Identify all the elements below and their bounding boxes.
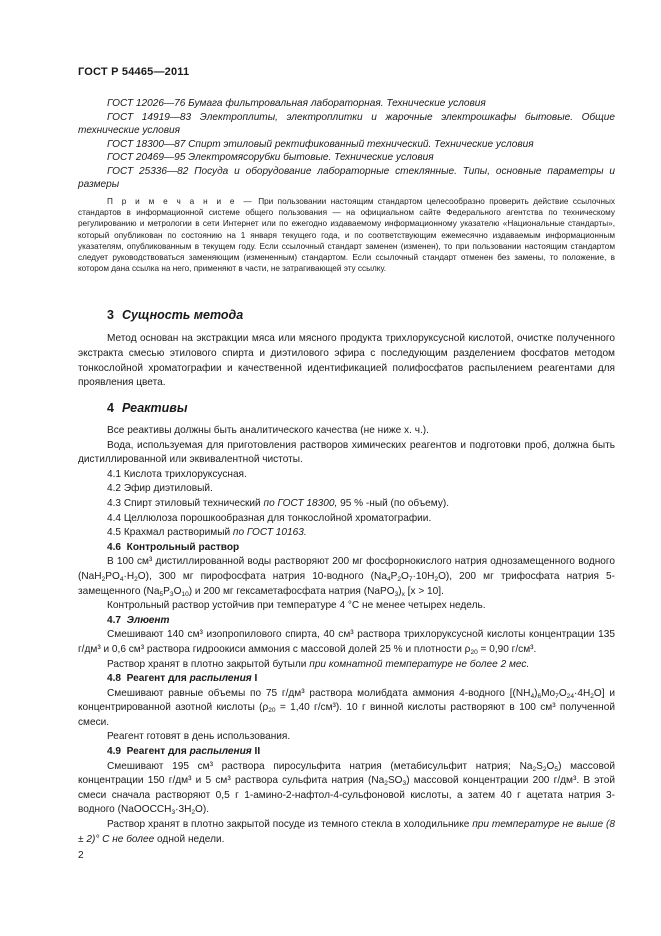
page-header: ГОСТ Р 54465—2011 bbox=[78, 66, 190, 78]
paragraph: Реагент готовят в день использования. bbox=[107, 731, 291, 743]
section-title: Реактивы bbox=[121, 401, 188, 415]
paragraph: Метод основан на экстракции мяса или мясного продукта трихлоруксусной кислотой, очистке полученного экстракта смесью этилового спирта и диэтилового эфира с последующим разделением фосфатов методом тонкослойной хроматографии и качественной идентификацией полифосфатов распылением реагентами для проявления цвета. bbox=[78, 333, 615, 389]
normative-references bbox=[78, 97, 615, 192]
reference-item: ГОСТ 14919—83 Электроплиты, электроплитки и жарочные электрошкафы бытовые. Общие технические условия bbox=[78, 111, 615, 136]
note-text: При пользовании настоящим стандартом целесообразно проверить действие ссылочных стандартов в информационной системе общего пользования — на официальном сайте Федерального агентства по техническому регулированию и метрологии в сети Интернет или по ежегодно издаваемому информационному указателю «Национальные стандарты», который опубликован по состоянию на 1 января текущего года, и по соответствующим ежемесячно издаваемым информационным указателям, опубликованным в текущем году. Если ссылочный стандарт заменен (изменен), то при пользовании настоящим стандартом следует руководствоваться заменяющим (измененным) стандартом. Если ссылочный стандарт отменен без замены, то положение, в котором дана ссылка на него, применяют в части, не затрагивающей эту ссылку. bbox=[78, 197, 615, 274]
list-item: 4.2 Эфир диэтиловый. bbox=[107, 483, 213, 495]
section-3-heading bbox=[107, 308, 243, 322]
list-item: 4.3 Спирт этиловый технический по ГОСТ 18300, 95 % -ный (по объему). bbox=[107, 497, 450, 509]
list-item: 4.4 Целлюлоза порошкообразная для тонкослойной хроматографии. bbox=[107, 512, 432, 524]
page-number: 2 bbox=[78, 850, 84, 861]
list-item: 4.1 Кислота трихлоруксусная. bbox=[107, 468, 247, 480]
subsection-4-9-heading: 4.9 Реагент для распыления II bbox=[107, 746, 261, 758]
paragraph: Смешивают 140 см³ изопропилового спирта, 40 см³ раствора трихлоруксусной кислоты концентрации 135 г/дм³ и 0,6 см³ раствора гидроокиси аммония с массовой долей 25 % и плотности $\rho_{20} = 0,90$ г/см³. bbox=[78, 629, 615, 656]
paragraph: Все реактивы должны быть аналитического качества (не ниже х. ч.). bbox=[107, 425, 429, 436]
paragraph: Смешивают 195 см³ раствора пиросульфита натрия (метабисульфит натрия; $Na_2S_2O_5$) массовой концентрации 150 г/дм³ и 5 см³ раствора сульфита натрия $(Na_2SO_3)$ массовой концентрации 200 г/дм³. В этой смеси сначала растворяют 0,5 г 1-амино-2-нафтол-4-сульфоновой кислоты, а затем 40 г ацетата натрия 3-водного $(NaOOCCH_3\cdot 3H_2O)$. bbox=[78, 760, 616, 817]
subsection-4-8-heading: 4.8 Реагент для распыления I bbox=[107, 673, 258, 685]
reference-item: ГОСТ 18300—87 Спирт этиловый ректификованный технический. Технические условия bbox=[107, 138, 534, 150]
reference-item: ГОСТ 20469—95 Электромясорубки бытовые. Технические условия bbox=[107, 152, 434, 164]
paragraph: В 100 см³ дистиллированной воды растворяют 200 мг фосфорнокислого натрия однозамещенного водного $(NaH_2PO_4\cdot H_2O)$, 300 мг пирофосфата натрия 10-водного $(Na_4P_2O_7\cdot 10H_2O)$, 200 мг трифосфата натрия 5-замещенного $(Na_5P_3O_{10})$ и 200 мг гексаметафосфата натрия $(NaPO_3)_x$ [x > 10]. bbox=[78, 556, 615, 598]
paragraph: Раствор хранят в плотно закрытой бутыли при комнатной температуре не более 2 мес. bbox=[107, 658, 530, 670]
note-block bbox=[78, 196, 615, 274]
section-number: 3 bbox=[107, 308, 114, 322]
section-title: Сущность метода bbox=[121, 308, 244, 322]
reference-item: ГОСТ 12026—76 Бумага фильтровальная лабораторная. Технические условия bbox=[107, 98, 486, 109]
paragraph: Смешивают равные объемы по 75 г/дм³ раствора молибдата аммония 4-водного $[(NH_4)_6Mo_7O_{24}\cdot 4H_2O]$ и концентрированной азотной кислоты ($\rho_{20} = 1,40$ г/см³). 10 г винной кислоты растворяют в 100 см³ полученной смеси. bbox=[78, 687, 615, 728]
paragraph: Раствор хранят в плотно закрытой посуде из темного стекла в холодильнике при температуре не выше (8 ± 2)° С не более одной недели. bbox=[78, 819, 615, 845]
note-label: П р и м е ч а н и е — bbox=[107, 197, 254, 206]
section-3-body bbox=[78, 332, 615, 391]
section-number: 4 bbox=[107, 401, 114, 415]
paragraph: Контрольный раствор устойчив при температуре 4 °С не менее четырех недель. bbox=[107, 600, 486, 612]
section-4-heading bbox=[107, 401, 188, 415]
section-4-body bbox=[78, 424, 615, 847]
reference-item: ГОСТ 25336—82 Посуда и оборудование лабораторные стеклянные. Типы, основные параметры и размеры bbox=[78, 165, 615, 191]
subsection-4-6-heading: 4.6 Контрольный раствор bbox=[107, 541, 240, 553]
subsection-4-7-heading: 4.7 Элюент bbox=[107, 614, 170, 626]
paragraph: Вода, используемая для приготовления растворов химических реагентов и подготовки проб, должна быть дистиллированной или эквивалентной чистоты. bbox=[78, 439, 615, 466]
list-item: 4.5 Крахмал растворимый по ГОСТ 10163. bbox=[107, 527, 307, 539]
